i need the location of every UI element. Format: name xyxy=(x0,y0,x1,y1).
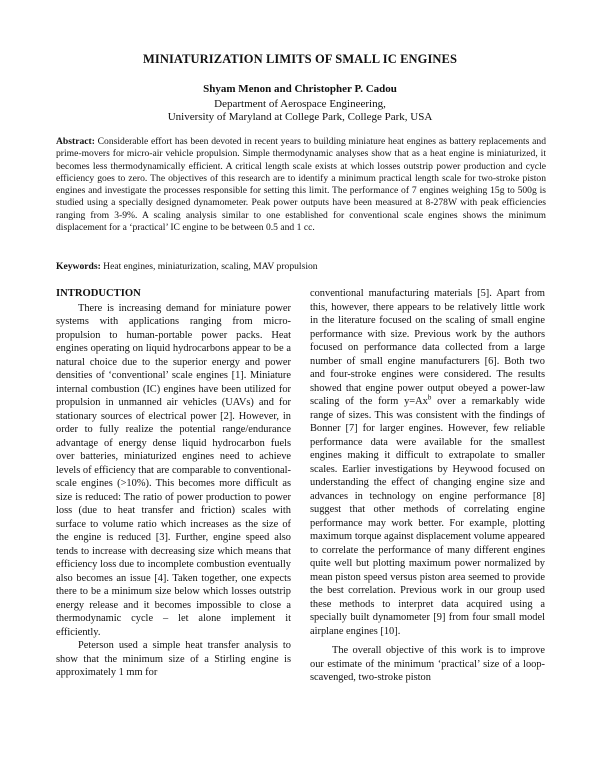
power-law-exponent: b xyxy=(427,393,432,402)
intro-paragraph-1: There is increasing demand for miniature power systems with applications ranging from micro-propulsion to human-portable power packs. Heat engines operating on liquid hydrocarbons appear to be a natural choice due to the superior energy and power densities of ‘conventional’ scale engines [1]. Miniature internal combustion (IC) engines have been utilized for propulsion in unmanned air vehicles (UAVs) and for stationary sources of electrical power [2]. However, in order to fully realize the potential range/endurance advantage of energy dense liquid hydrocarbon fuels over batteries, miniaturized engines need to achieve levels of efficiency that are comparable to conventional-scale engines (>10%). This becomes more difficult as size is reduced: The ratio of power production to power loss (due to heat transfer and friction) scales with surface to volume ratio which increases as the size of the engine is reduced [3]. Further, engine speed also tends to increase with decreasing size which means that efficiency loss due to incomplete combustion eventually also becomes an issue [4]. Taken together, one expects there to be a minimum size below which losses outstrip energy release and it becomes impossible to close a thermodynamic cycle – let alone implement it efficiently. xyxy=(56,302,291,638)
abstract-text: Considerable effort has been devoted in recent years to building miniature heat engines as battery replacements and prime-movers for micro-air vehicle propulsion. Simple thermodynamic analyses show that as a heat engine is miniaturized, it becomes less thermodynamically efficient. A critical length scale exists at which losses outstrip power production and cycle efficiency goes to zero. The objectives of this research are to identify a minimum practical length scale for two-stroke piston engines and investigate the processes responsible for setting this limit. The performance of 7 engines weighing 15g to 500g is studied using a specially designed dynamometer. Peak power outputs have been measured at 8-278W with peak efficiencies ranging from 3-9%. A scaling analysis similar to one established for conventional scale engines shows the minimum displacement for a ‘practical’ IC engine to be between 0.5 and 1 cc. xyxy=(56,136,546,233)
keywords-label: Keywords: xyxy=(56,261,101,272)
right-column xyxy=(310,287,545,685)
intro-paragraph-2: Peterson used a simple heat transfer analysis to show that the minimum size of a Stirling engine is approximately 1 mm for xyxy=(56,640,291,678)
continued-text-part-2: over a remarkably wide range of sizes. This was consistent with the findings of Bonner [7] for larger engines. However, few reliable performance data were available for the smallest engines making it difficult to extrapolate to smaller scales. Earlier investigations by Heywood focused on understanding the effect of changing engine size and advances in technology on engine performance [8] suggest that other methods of correlating engine performance may work better. For example, plotting maximum torque against displacement volume appeared to correlate the performance of many different engines quite well but plotting maximum power normalized by mean piston speed versus piston area seemed to provide the best correlation. Previous work in our group used these methods to interpret data acquired using a specially built dynamometer [9] from four small model airplane engines [10]. xyxy=(310,396,545,637)
section-heading-introduction: INTRODUCTION xyxy=(56,288,141,299)
paper-title: MINIATURIZATION LIMITS OF SMALL IC ENGINES xyxy=(142,52,458,66)
objective-paragraph: The overall objective of this work is to improve our estimate of the minimum ‘practical’ size of a loop-scavenged, two-stroke piston xyxy=(310,645,545,683)
abstract xyxy=(56,136,546,234)
keywords-text: Heat engines, miniaturization, scaling, MAV propulsion xyxy=(103,261,318,272)
continued-text-part-1: conventional manufacturing materials [5]. Apart from this, however, there appears to be relatively little work in the literature focused on the scaling of small engine performance with size. Previous work by the authors focused on performance data collected from a large number of small engine manufacturers [6]. Both two and four-stroke engines were considered. The results showed that engine power output obeyed a power-law scaling of the form y=Ax xyxy=(310,288,545,407)
intro-paragraph-continued xyxy=(310,287,545,638)
paper-authors: Shyam Menon and Christopher P. Cadou xyxy=(203,83,397,95)
abstract-label: Abstract: xyxy=(56,136,95,147)
left-column xyxy=(56,287,291,680)
keywords xyxy=(56,261,546,272)
affiliation-university: University of Maryland at College Park, College Park, USA xyxy=(167,111,433,123)
affiliation-department: Department of Aerospace Engineering, xyxy=(214,98,386,110)
